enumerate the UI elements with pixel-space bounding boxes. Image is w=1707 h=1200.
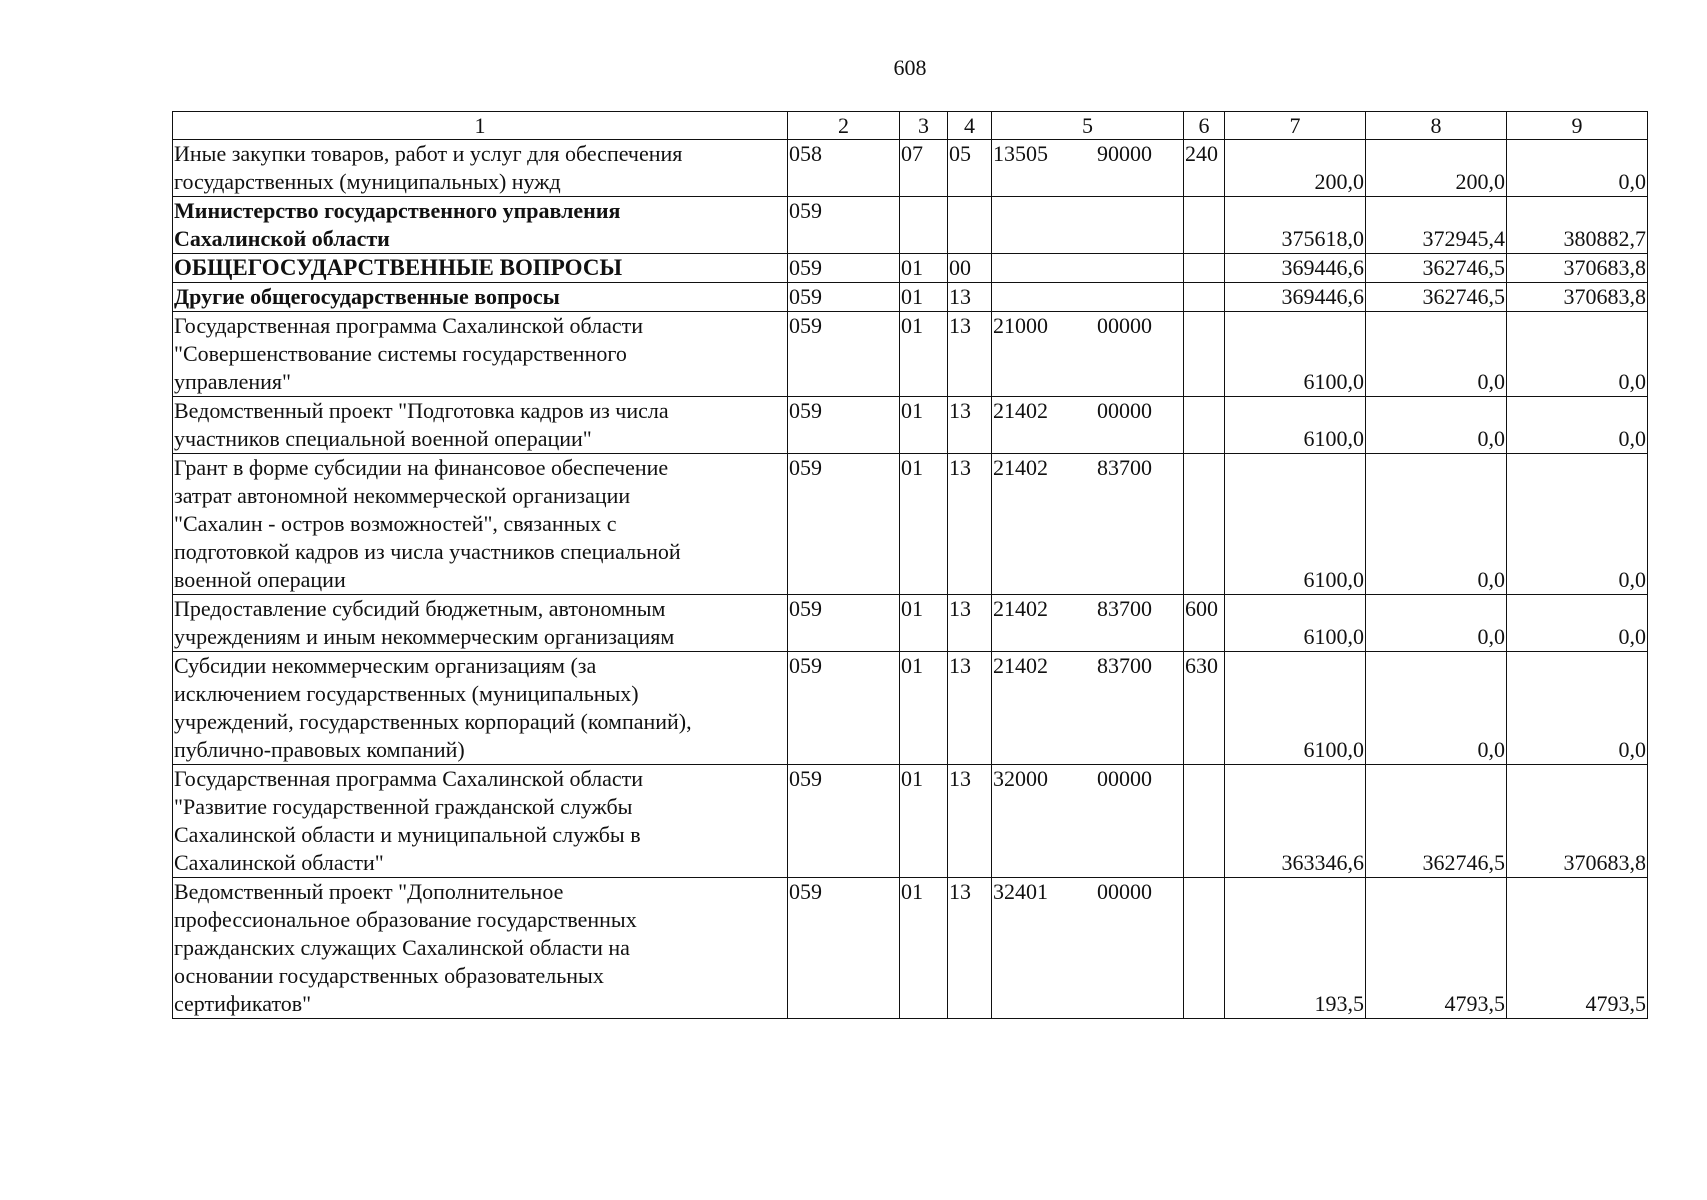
section-code: 01 — [900, 765, 948, 878]
subsection-code: 13 — [948, 765, 992, 878]
row-name: Ведомственный проект "Подготовка кадров из числа участников специальной военной операции" — [173, 397, 788, 454]
section-code: 01 — [900, 595, 948, 652]
column-header: 9 — [1507, 112, 1648, 140]
target-article-program: 21402 — [993, 653, 1048, 678]
table-row — [173, 878, 1648, 1019]
table-body — [173, 140, 1648, 1019]
amount-col-7: 363346,6 — [1225, 765, 1366, 878]
subsection-code: 13 — [948, 878, 992, 1019]
amount-col-8: 4793,5 — [1366, 878, 1507, 1019]
table-row — [173, 254, 1648, 283]
amount-col-7: 193,5 — [1225, 878, 1366, 1019]
section-code: 01 — [900, 878, 948, 1019]
table-row — [173, 312, 1648, 397]
table-row — [173, 140, 1648, 197]
section-code: 01 — [900, 254, 948, 283]
grbs-code: 059 — [788, 652, 900, 765]
amount-col-8: 0,0 — [1366, 595, 1507, 652]
row-name: Субсидии некоммерческим организациям (за исключением государственных (муниципальных) учреждений, государственных корпораций (компаний), публично-правовых компаний) — [173, 652, 788, 765]
column-header: 2 — [788, 112, 900, 140]
target-article-code — [992, 140, 1184, 197]
amount-col-7: 200,0 — [1225, 140, 1366, 197]
subsection-code: 00 — [948, 254, 992, 283]
budget-table — [172, 111, 1648, 1019]
grbs-code: 059 — [788, 878, 900, 1019]
amount-col-9: 4793,5 — [1507, 878, 1648, 1019]
target-article-code — [992, 454, 1184, 595]
amount-col-7: 375618,0 — [1225, 197, 1366, 254]
target-article-code — [992, 595, 1184, 652]
grbs-code: 059 — [788, 765, 900, 878]
row-name: Государственная программа Сахалинской области "Развитие государственной гражданской службы Сахалинской области и муниципальной службы в Сахалинской области" — [173, 765, 788, 878]
amount-col-9: 0,0 — [1507, 652, 1648, 765]
section-code: 07 — [900, 140, 948, 197]
target-article-program: 21402 — [993, 596, 1048, 621]
expense-type-code — [1184, 454, 1225, 595]
column-header: 6 — [1184, 112, 1225, 140]
expense-type-code — [1184, 197, 1225, 254]
expense-type-code: 600 — [1184, 595, 1225, 652]
amount-col-7: 6100,0 — [1225, 595, 1366, 652]
target-article-direction: 83700 — [1097, 455, 1152, 480]
row-name: Ведомственный проект "Дополнительное профессиональное образование государственных гражданских служащих Сахалинской области на основании государственных образовательных сертификатов" — [173, 878, 788, 1019]
table-row — [173, 595, 1648, 652]
target-article-program: 13505 — [993, 141, 1048, 166]
subsection-code: 13 — [948, 312, 992, 397]
amount-col-8: 362746,5 — [1366, 283, 1507, 312]
row-name: ОБЩЕГОСУДАРСТВЕННЫЕ ВОПРОСЫ — [173, 254, 788, 283]
amount-col-9: 0,0 — [1507, 397, 1648, 454]
target-article-direction: 00000 — [1097, 398, 1152, 423]
target-article-direction: 00000 — [1097, 879, 1152, 904]
section-code: 01 — [900, 454, 948, 595]
table-row — [173, 283, 1648, 312]
expense-type-code — [1184, 312, 1225, 397]
subsection-code: 05 — [948, 140, 992, 197]
subsection-code: 13 — [948, 595, 992, 652]
expense-type-code — [1184, 254, 1225, 283]
expense-type-code — [1184, 397, 1225, 454]
column-header: 1 — [173, 112, 788, 140]
grbs-code: 059 — [788, 283, 900, 312]
amount-col-7: 369446,6 — [1225, 254, 1366, 283]
expense-type-code: 630 — [1184, 652, 1225, 765]
target-article-code — [992, 397, 1184, 454]
amount-col-9: 0,0 — [1507, 312, 1648, 397]
amount-col-8: 0,0 — [1366, 652, 1507, 765]
amount-col-7: 369446,6 — [1225, 283, 1366, 312]
grbs-code: 059 — [788, 595, 900, 652]
row-name: Министерство государственного управления Сахалинской области — [173, 197, 788, 254]
column-header: 7 — [1225, 112, 1366, 140]
section-code: 01 — [900, 652, 948, 765]
column-header: 3 — [900, 112, 948, 140]
section-code: 01 — [900, 283, 948, 312]
target-article-code — [992, 312, 1184, 397]
expense-type-code — [1184, 283, 1225, 312]
grbs-code: 058 — [788, 140, 900, 197]
table-row — [173, 397, 1648, 454]
amount-col-9: 380882,7 — [1507, 197, 1648, 254]
amount-col-9: 0,0 — [1507, 454, 1648, 595]
column-number-row — [173, 112, 1648, 140]
target-article-code — [992, 878, 1184, 1019]
expense-type-code — [1184, 878, 1225, 1019]
amount-col-9: 0,0 — [1507, 595, 1648, 652]
amount-col-8: 0,0 — [1366, 397, 1507, 454]
amount-col-8: 362746,5 — [1366, 765, 1507, 878]
subsection-code: 13 — [948, 454, 992, 595]
section-code: 01 — [900, 397, 948, 454]
table-row — [173, 765, 1648, 878]
target-article-program: 21402 — [993, 398, 1048, 423]
table-row — [173, 652, 1648, 765]
table-row — [173, 454, 1648, 595]
column-header: 8 — [1366, 112, 1507, 140]
grbs-code: 059 — [788, 397, 900, 454]
target-article-direction: 00000 — [1097, 766, 1152, 791]
subsection-code: 13 — [948, 397, 992, 454]
expense-type-code — [1184, 765, 1225, 878]
row-name: Грант в форме субсидии на финансовое обеспечение затрат автономной некоммерческой организации "Сахалин - остров возможностей", связанных с подготовкой кадров из числа участников специальной военной операции — [173, 454, 788, 595]
target-article-direction: 00000 — [1097, 313, 1152, 338]
row-name: Предоставление субсидий бюджетным, автономным учреждениям и иным некоммерческим организациям — [173, 595, 788, 652]
section-code — [900, 197, 948, 254]
target-article-program: 32000 — [993, 766, 1048, 791]
target-article-program: 32401 — [993, 879, 1048, 904]
target-article-code — [992, 765, 1184, 878]
amount-col-9: 370683,8 — [1507, 283, 1648, 312]
amount-col-7: 6100,0 — [1225, 312, 1366, 397]
amount-col-9: 370683,8 — [1507, 765, 1648, 878]
table-row — [173, 197, 1648, 254]
page-number: 608 — [893, 55, 927, 80]
subsection-code: 13 — [948, 652, 992, 765]
target-article-direction: 83700 — [1097, 653, 1152, 678]
amount-col-9: 0,0 — [1507, 140, 1648, 197]
amount-col-8: 362746,5 — [1366, 254, 1507, 283]
target-article-code — [992, 652, 1184, 765]
target-article-program: 21402 — [993, 455, 1048, 480]
amount-col-8: 0,0 — [1366, 312, 1507, 397]
amount-col-7: 6100,0 — [1225, 652, 1366, 765]
grbs-code: 059 — [788, 454, 900, 595]
section-code: 01 — [900, 312, 948, 397]
column-header: 4 — [948, 112, 992, 140]
expense-type-code: 240 — [1184, 140, 1225, 197]
target-article-direction: 90000 — [1097, 141, 1152, 166]
target-article-code — [992, 254, 1184, 283]
subsection-code: 13 — [948, 283, 992, 312]
subsection-code — [948, 197, 992, 254]
grbs-code: 059 — [788, 254, 900, 283]
column-header: 5 — [992, 112, 1184, 140]
amount-col-8: 0,0 — [1366, 454, 1507, 595]
amount-col-8: 200,0 — [1366, 140, 1507, 197]
amount-col-9: 370683,8 — [1507, 254, 1648, 283]
grbs-code: 059 — [788, 312, 900, 397]
target-article-code — [992, 197, 1184, 254]
row-name: Иные закупки товаров, работ и услуг для обеспечения государственных (муниципальных) нужд — [173, 140, 788, 197]
target-article-program: 21000 — [993, 313, 1048, 338]
amount-col-8: 372945,4 — [1366, 197, 1507, 254]
target-article-code — [992, 283, 1184, 312]
row-name: Другие общегосударственные вопросы — [173, 283, 788, 312]
grbs-code: 059 — [788, 197, 900, 254]
amount-col-7: 6100,0 — [1225, 397, 1366, 454]
row-name: Государственная программа Сахалинской области "Совершенствование системы государственного управления" — [173, 312, 788, 397]
target-article-direction: 83700 — [1097, 596, 1152, 621]
amount-col-7: 6100,0 — [1225, 454, 1366, 595]
